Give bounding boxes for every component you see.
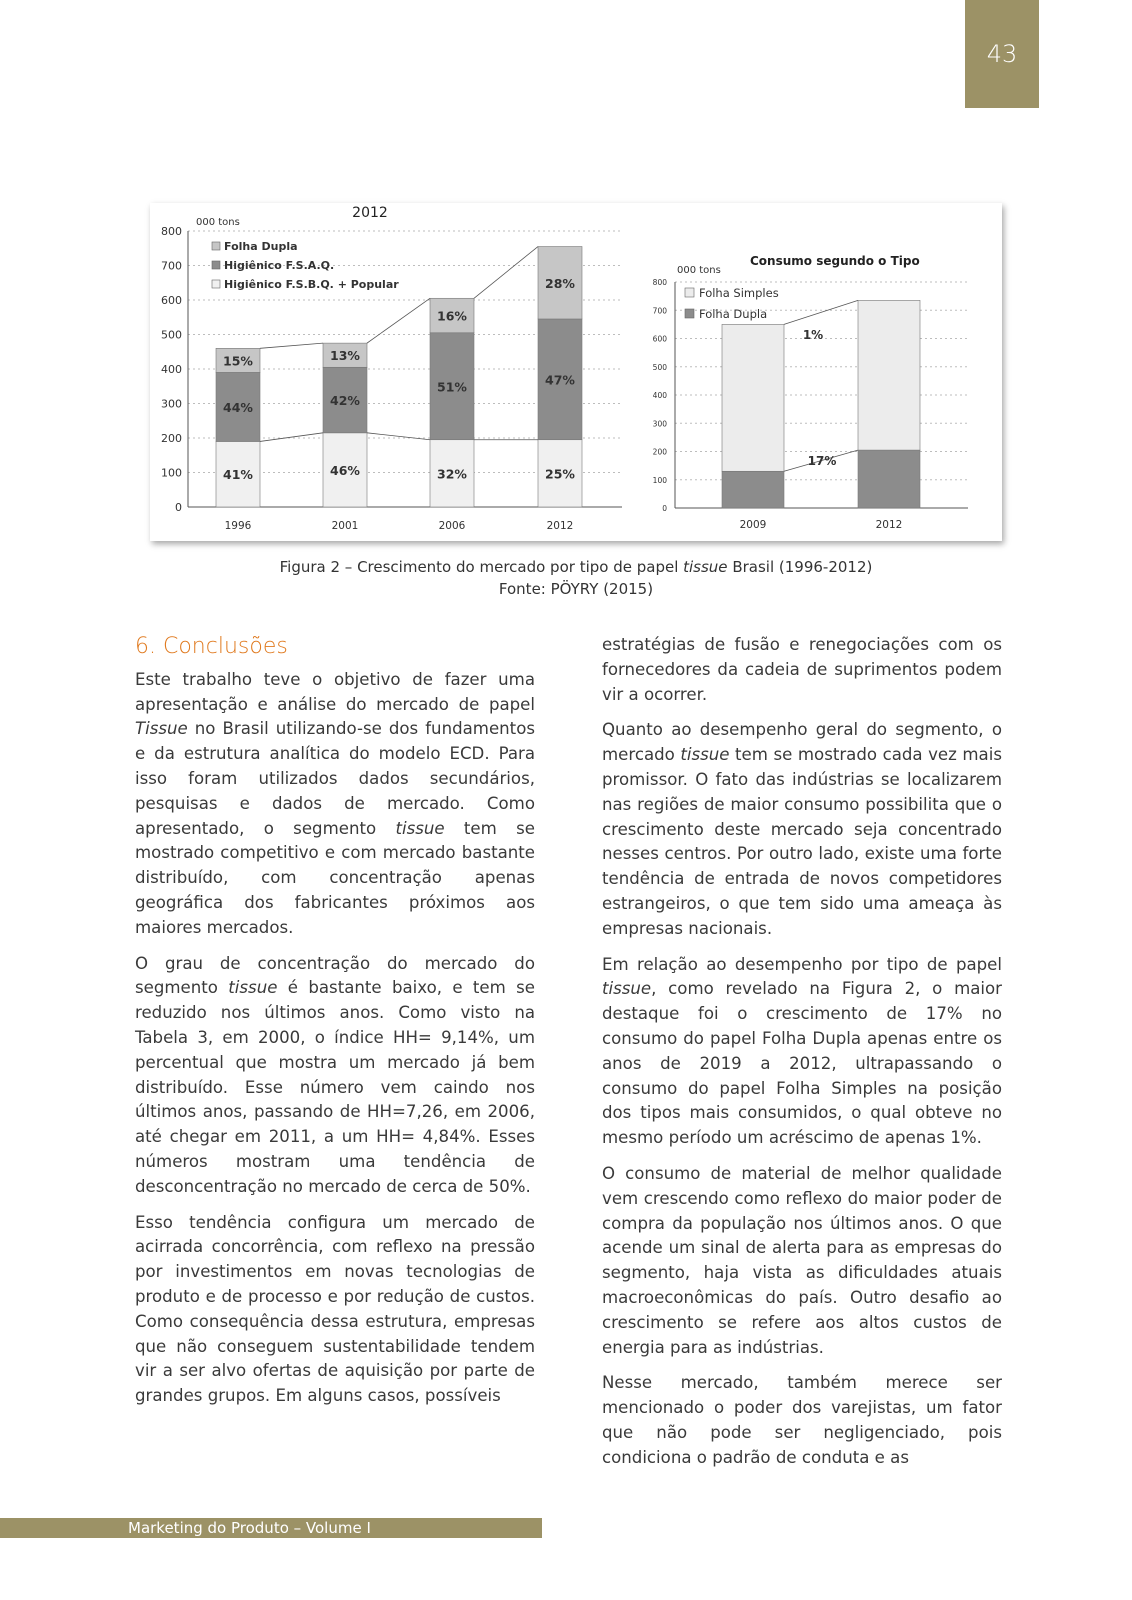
chart1-connector-line [367,433,430,440]
chart2-bar-segment [858,300,920,450]
figure-caption: Figura 2 – Crescimento do mercado por tipo de papel tissue Brasil (1996-2012) [279,558,873,576]
chart2-legend-label: Folha Simples [699,286,779,300]
chart2-unit-label: 000 tons [677,265,721,276]
chart1-title: 2012 [352,205,388,221]
chart1-xtick-label: 2012 [546,520,574,532]
chart2-bar-segment [858,450,920,508]
paragraph-3: Esso tendência configura um mercado de acirrada concorrência, com reflexo na pressão por investimentos em novas tecnologias de produto e de processo e por redução de custos. Como consequência dessa estrutura, empresas que não conseguem sustentabilidade tendem vir a ser alvo ofertas de aquisição por parte de grandes grupos. Em alguns casos, possíveis [135,1212,535,1406]
chart1-data-label: 46% [330,462,360,478]
chart2-title: Consumo segundo o Tipo [750,254,920,268]
chart2-ytick-label: 0 [662,504,667,513]
chart2-ytick-label: 100 [652,475,667,485]
chart1-ytick-label: 300 [161,397,182,411]
chart1-ytick-label: 600 [161,294,182,307]
chart1-legend-swatch [212,280,220,288]
chart1-legend-label: Higiênico F.S.A.Q. [224,259,335,272]
chart1-connector-line [260,343,323,348]
chart1-xtick-label: 2001 [331,520,359,532]
chart1-unit-label: 000 tons [196,217,240,228]
chart2-connector-line [784,300,858,324]
chart2-ytick-label: 800 [652,278,667,287]
paragraph-7: O consumo de material de melhor qualidade vem crescendo como reflexo do maior poder de compra da população nos últimos anos. O que acende um sinal de alerta para as empresas do segmento, haja vista as dificuldades atuais macroeconômicas do país. Outro desafio ao crescimento se refere aos altos custos de energia para as indústrias. [602,1163,1002,1357]
paragraph-2: O grau de concentração do mercado do segmento tissue é bastante baixo, e tem se reduzido nos últimos anos. Como visto na Tabela 3, em 2000, o índice HH= 9,14%, um percentual que mostra um mercado já bem distribuído. Esse número vem caindo nos últimos anos, passando de HH=7,26, em 2006, até chegar em 2011, a um HH= 4,84%. Esses números mostram uma tendência de desconcentração no mercado de cerca de 50%. [135,953,535,1196]
chart2-legend-swatch [685,309,694,318]
paragraph-4: estratégias de fusão e renegociações com os fornecedores da cadeia de suprimentos podem vir a ocorrer. [602,635,1002,704]
section-heading: 6. Conclusões [135,634,288,659]
chart2-annotation: 1% [802,328,824,342]
chart1-data-label: 51% [437,379,467,395]
footer-text: Marketing do Produto – Volume I [128,1519,371,1537]
chart1-ytick-label: 0 [175,501,182,514]
figure-2 [150,203,1002,541]
chart1-data-label: 41% [223,467,253,483]
chart1-ytick-label: 200 [161,432,182,445]
chart1-xtick-label: 2006 [438,520,466,532]
right-column [602,633,1002,1482]
chart1-data-label: 28% [545,275,575,291]
chart1-connector-line [260,433,323,442]
paragraph-1: Este trabalho teve o objetivo de fazer uma apresentação e análise do mercado de papel Tissue no Brasil utilizando-se dos fundamentos e da estrutura analítica do modelo ECD. Para isso foram utilizados dados secundários, pesquisas e dados de mercado. Como apresentado, o segmento tissue tem se mostrado competitivo e com mercado bastante distribuído, com concentração apenas geográfica dos fabricantes próximos aos maiores mercados. [135,669,535,937]
chart1-data-label: 42% [330,393,360,409]
chart1-data-label: 16% [437,308,467,324]
chart2-ytick-label: 400 [652,391,667,400]
chart1-data-label: 32% [437,466,467,482]
figure-2-charts [150,203,1002,541]
figure-source: Fonte: PÖYRY (2015) [498,580,654,598]
chart2-xtick-label: 2009 [739,519,767,531]
page-number-box [965,0,1039,108]
chart1-ytick-label: 500 [161,328,182,342]
chart2-ytick-label: 200 [652,447,667,457]
chart1-legend-swatch [212,261,220,269]
paragraph-5: Quanto ao desempenho geral do segmento, o mercado tissue tem se mostrado cada vez mais promissor. O fato das indústrias se localizarem nas regiões de maior consumo possibilita que o crescimento deste mercado seja concentrado nesses centros. Por outro lado, existe uma forte tendência de entrada de novos competidores estrangeiros, o que tem sido uma ameaça às empresas nacionais. [602,720,1002,938]
chart2-ytick-label: 700 [652,306,667,316]
chart1-legend-label: Higiênico F.S.B.Q. + Popular [224,278,399,291]
chart2-bar-segment [722,471,784,508]
chart1-data-label: 47% [545,372,575,388]
chart1-ytick-label: 100 [161,466,182,480]
chart2-annotation: 17% [807,454,837,468]
chart2-legend-label: Folha Dupla [699,307,768,321]
page-number: 43 [986,40,1018,68]
chart1-data-label: 15% [223,353,253,369]
chart1-ytick-label: 400 [161,363,182,376]
chart2-legend-swatch [685,288,694,297]
chart2-xtick-label: 2012 [875,519,903,531]
chart1-xtick-label: 1996 [224,520,252,532]
chart1-ytick-label: 700 [161,259,182,273]
chart1-data-label: 44% [223,399,253,415]
chart2-ytick-label: 600 [652,334,667,344]
chart1-connector-line [474,247,538,299]
chart1-connector-line [367,298,430,343]
chart1-legend-label: Folha Dupla [224,240,298,253]
chart1-ytick-label: 800 [161,225,182,238]
chart2-ytick-label: 300 [652,419,667,429]
chart1-legend-swatch [212,242,220,250]
chart2-ytick-label: 500 [652,362,667,372]
chart1-data-label: 25% [545,466,575,482]
paragraph-6: Em relação ao desempenho por tipo de papel tissue, como revelado na Figura 2, o maior destaque foi o crescimento de 17% no consumo do papel Folha Dupla apenas entre os anos de 2019 a 2012, ultrapassando o consumo do papel Folha Simples na posição dos tipos mais consumidos, o qual obteve no mesmo período um acréscimo de apenas 1%. [602,954,1002,1148]
left-column [135,633,535,1420]
chart2-bar-segment [722,324,784,471]
chart1-data-label: 13% [330,348,360,364]
paragraph-8: Nesse mercado, também merece ser mencionado o poder dos varejistas, um fator que não pode ser negligenciado, pois condiciona o padrão de conduta e as [602,1373,1002,1467]
